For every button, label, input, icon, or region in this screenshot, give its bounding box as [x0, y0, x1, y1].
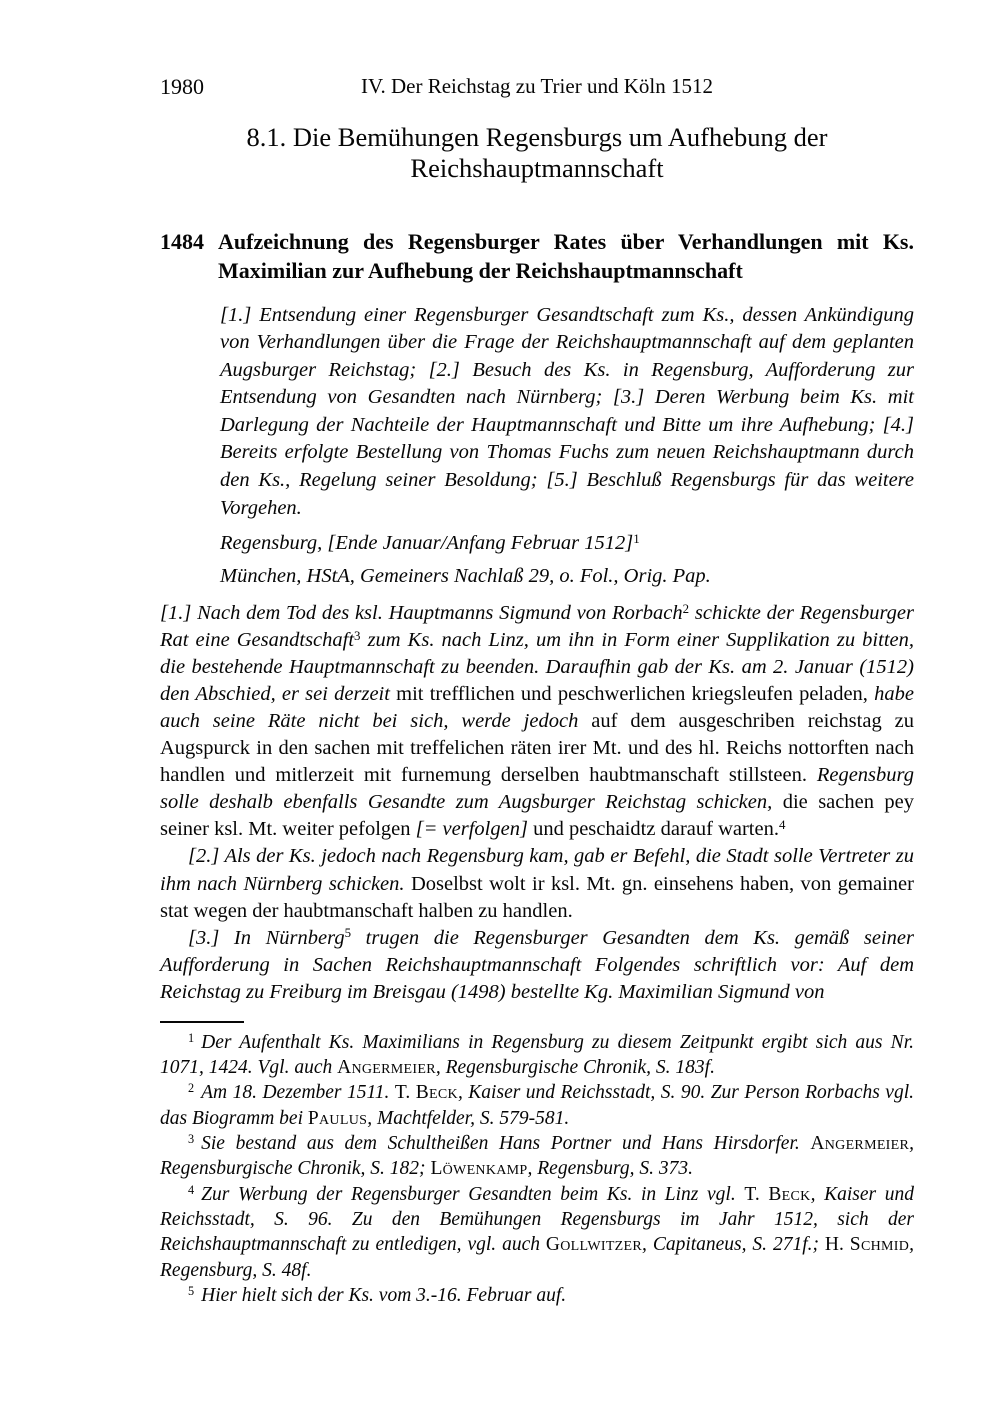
text-segment: H. [824, 1234, 850, 1256]
section-heading: 8.1. Die Bemühungen Regensburgs um Aufhebung der Reichshauptmannschaft [246, 122, 828, 184]
text-segment: , Kaiser und Reichsstadt, S. 96. Zu den Bemühungen Regensburgs im Jahr 1512, sich der Reichshauptmannschaft zu entledigen, vgl. auch [160, 1183, 914, 1256]
footnote-number: 5 [188, 1284, 195, 1299]
text-segment: , Regensburgische Chronik, S. 182; [160, 1132, 914, 1180]
text-segment: Hier hielt sich der Ks. vom 3.-16. Februar auf. [201, 1285, 567, 1307]
footnote [160, 1131, 914, 1182]
text-segment: Beck [415, 1082, 458, 1104]
text-segment: Angermeier [337, 1056, 436, 1078]
text-segment: Löwenkamp [430, 1158, 528, 1180]
footnote [160, 1030, 914, 1081]
text-segment: Schmid [849, 1234, 910, 1256]
footnote [160, 1182, 914, 1283]
footnote-number: 3 [188, 1132, 195, 1147]
text-segment: [2.] Als der Ks. jedoch nach Regensburg kam, gab er Befehl, die Stadt solle Vertreter zu ihm nach Nürnberg schicken. [160, 845, 914, 895]
footnote-number: 4 [188, 1182, 195, 1197]
text-segment: Angermeier [810, 1132, 910, 1154]
footnotes [160, 1030, 914, 1309]
text-segment: trugen die Regensburger Gesandten dem Ks. gemäß seiner Aufforderung in Sachen Reichshauptmannschaft Folgendes schriftlich vor: Auf dem Reichstag zu Freiburg im Breisgau (1498) bestellte Kg. Maximilian Sigmund von [160, 926, 914, 1003]
entry-source [220, 564, 914, 590]
text-segment: [= verfolgen] [415, 818, 528, 841]
text-segment: zum Ks. nach Linz, um ihn in Form einer Supplikation zu bitten, die bestehende Hauptmannschaft zu beenden. Daraufhin gab der Ks. am 2. Januar (1512) den Abschied, er sei derzeit [160, 629, 914, 706]
footnote [160, 1283, 914, 1308]
text-segment: , Capitaneus, S. 271f.; [642, 1234, 825, 1256]
footnote-marker: 1 [633, 530, 640, 546]
footnote-marker: 5 [344, 925, 352, 941]
running-head: IV. Der Reichstag zu Trier und Köln 1512 [361, 74, 713, 98]
entry-summary [220, 302, 914, 523]
entry-number: 1484 [160, 228, 204, 254]
footnote [160, 1080, 914, 1131]
text-segment: auf dem ausgeschriben reichstag zu Augspurck in den sachen mit treffelichen räten irer Mt. und des hl. Reichs nottorften nach handlen und mitlerzeit mit furnemung derselben haubtmanschaft stillsteen. [160, 710, 915, 787]
text-segment: habe auch seine Räte nicht bei sich, werde jedoch [160, 683, 914, 733]
page-header [160, 74, 914, 100]
text-segment: mit trefflichen und peschwerlichen kriegsleufen peladen, [396, 683, 875, 706]
footnote-number: 2 [188, 1081, 195, 1096]
footnote-marker: 4 [778, 817, 786, 833]
text-segment: schickte der Regensburger Rat eine Gesandtschaft [160, 602, 914, 652]
text-segment: Regensburg, [Ende Januar/Anfang Februar 1512] [220, 532, 634, 555]
text-segment: Gollwitzer [545, 1234, 643, 1256]
text-segment: T. [394, 1082, 416, 1104]
text-segment: , Regensburg, S. 373. [527, 1158, 694, 1180]
page-number: 1980 [160, 74, 204, 99]
entry-body [160, 600, 914, 1005]
body-paragraph [160, 600, 914, 843]
text-segment: T. [744, 1183, 769, 1205]
body-paragraph [160, 925, 914, 1006]
text-segment: Doselbst wolt ir ksl. Mt. gn. einsehens haben, von gemainer stat wegen der haubtmanschaft halben zu handlen. [160, 872, 914, 922]
entry-dateline [220, 531, 914, 557]
text-segment: Sie bestand aus dem Schultheißen Hans Portner und Hans Hirsdorfer. [201, 1132, 811, 1154]
text-segment: die sachen pey seiner ksl. Mt. weiter pefolgen [160, 791, 915, 841]
text-segment: , Regensburgische Chronik, S. 183f. [435, 1056, 715, 1078]
footnote-number: 1 [188, 1030, 195, 1045]
footnote-marker: 3 [354, 628, 361, 644]
text-segment: [3.] In Nürnberg [188, 926, 345, 949]
entry-heading [160, 227, 914, 285]
text-segment: [1.] Entsendung einer Regensburger Gesandtschaft zum Ks., dessen Ankündigung von Verhandlungen über die Frage der Reichshauptmannschaft auf dem geplanten Augsburger Reichstag; [2.] Besuch des Ks. in Regensburg, Aufforderung zur Entsendung von Gesandten nach Nürnberg; [3.] Deren Werbung beim Ks. mit Darlegung der Nachteile der Hauptmannschaft und Bitte um ihre Aufhebung; [4.] Bereits erfolgte Bestellung von Thomas Fuchs zum neuen Reichshauptmann durch den Ks., Regelung seiner Besoldung; [5.] Beschluß Regensburgs für das weitere Vorgehen. [220, 303, 914, 519]
text-segment: München, HStA, Gemeiners Nachlaß 29, o. Fol., Orig. Pap. [220, 564, 711, 587]
text-segment: Zur Werbung der Regensburger Gesandten beim Ks. in Linz vgl. [201, 1183, 745, 1205]
text-segment: Der Aufenthalt Ks. Maximilians in Regensburg zu diesem Zeitpunkt ergibt sich aus Nr. 1071, 1424. Vgl. auch [160, 1031, 914, 1078]
text-segment: , Kaiser und Reichsstadt, S. 90. Zur Person Rorbachs vgl. das Biogramm bei [160, 1082, 915, 1129]
text-segment: , Regensburg, S. 48f. [160, 1234, 914, 1281]
text-segment: , Machtfelder, S. 579-581. [367, 1107, 570, 1129]
text-segment: und peschaidtz darauf warten. [527, 818, 779, 841]
footnote-marker: 2 [682, 601, 690, 617]
text-segment: Paulus [307, 1107, 368, 1129]
footnote-separator [160, 1021, 244, 1023]
text-segment: Am 18. Dezember 1511. [201, 1082, 395, 1104]
text-segment: [1.] Nach dem Tod des ksl. Hauptmanns Sigmund von Rorbach [160, 602, 683, 625]
entry-title: Aufzeichnung des Regensburger Rates über Verhandlungen mit Ks. Maximilian zur Aufhebung der Reichshauptmannschaft [218, 228, 914, 283]
text-segment: Beck [768, 1183, 811, 1205]
text-segment: Regensburg solle deshalb ebenfalls Gesandte zum Augsburger Reichstag schicken, [160, 764, 914, 814]
body-paragraph [160, 843, 914, 924]
